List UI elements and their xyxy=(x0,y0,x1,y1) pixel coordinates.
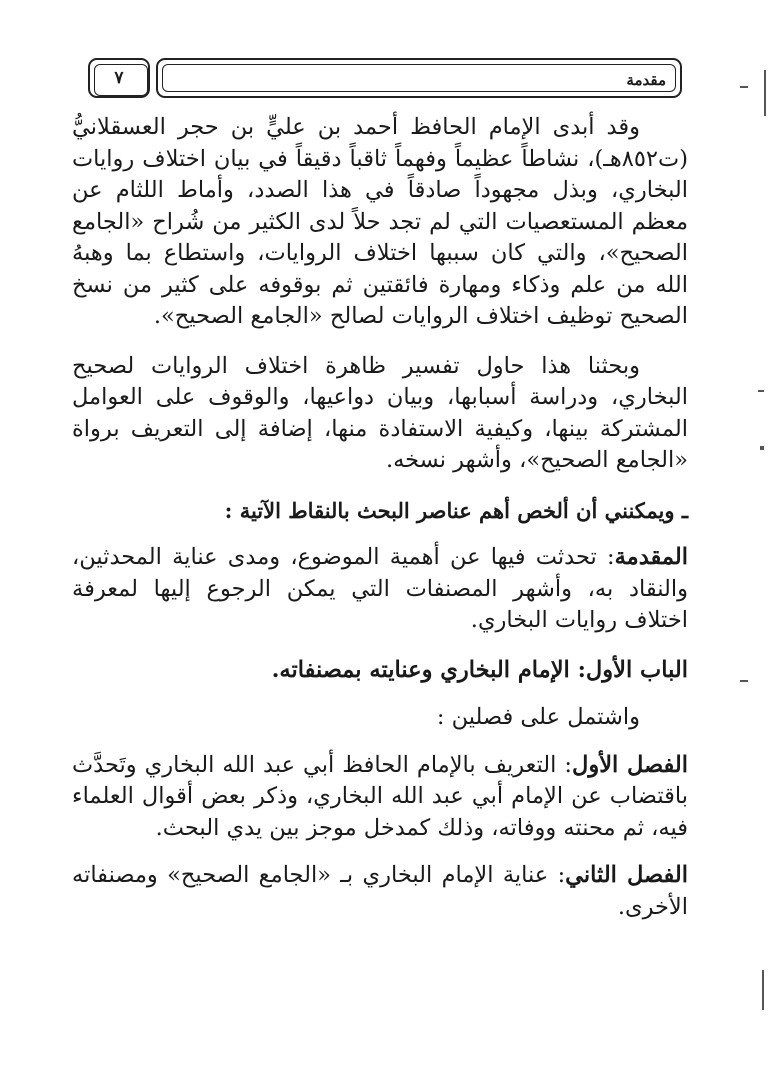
running-title-frame xyxy=(156,58,682,98)
paragraph-research-aim: وبحثنا هذا حاول تفسير ظاهرة اختلاف الروايات لصحيح البخاري، ودراسة أسبابها، وبيان دواعيها، والوقوف على العوامل المشتركة بينها، وكيفية الاستفادة منها، إضافة إلى التعريف برواة «الجامع الصحيح»، وأشهر نسخه. xyxy=(72,352,688,473)
page-body xyxy=(72,112,688,923)
section-one-label: الفصل الأول xyxy=(571,751,688,778)
introduction-label: المقدمة xyxy=(614,544,688,570)
scan-mark xyxy=(740,86,748,88)
scan-mark xyxy=(762,970,764,1010)
chapter-one-title: الباب الأول: الإمام البخاري وعنايته بمصنفاته. xyxy=(271,656,688,683)
scan-mark xyxy=(760,446,764,450)
paragraph-section-two xyxy=(72,860,688,923)
scan-mark xyxy=(764,70,766,116)
summary-heading: ـ ويمكنني أن ألخص أهم عناصر البحث بالنقاط الآتية : xyxy=(224,497,688,523)
paragraph-introduction xyxy=(72,542,688,637)
scan-mark xyxy=(740,680,748,682)
paragraph-section-one xyxy=(72,750,688,845)
scan-mark xyxy=(758,390,764,392)
introduction-text: : تحدثت فيها عن أهمية الموضوع، ومدى عناية المحدثين، والنقاد به، وأشهر المصنفات التي يمكن الرجوع إليها لمعرفة اختلاف روايات البخاري. xyxy=(72,544,688,633)
page-header xyxy=(88,58,682,98)
chapter-one-subtitle: واشتمل على فصلين : xyxy=(436,704,640,730)
section-two-label: الفصل الثاني xyxy=(565,862,688,888)
section-one-text: : التعريف بالإمام الحافظ أبي عبد الله البخاري وتَحدَّث باقتضاب عن الإمام أبي عبد الله البخاري، وذكر بعض أقوال العلماء فيه، ثم محنته ووفاته، وذلك كمدخل موجز بين يدي البحث. xyxy=(72,751,688,841)
section-two-text: : عناية الإمام البخاري بـ «الجامع الصحيح» ومصنفاته الأخرى. xyxy=(72,862,688,920)
paragraph-ibn-hajar: وقد أبدى الإمام الحافظ أحمد بن عليٍّ بن حجر العسقلانيُّ (ت٨٥٢هـ)، نشاطاً عظيماً وفهماً ثاقباً دقيقاً في بيان اختلاف روايات البخاري، وبذل مجهوداً صادقاً في هذا الصدد، وأماط اللثام عن معظم المستعصيات التي لم تجد حلاً لدى الكثير من شُراح «الجامع الصحيح»، والتي كان سببها اختلاف الروايات، واستطاع بما وهبهُ الله من علم وذكاء ومهارة فائقتين ثم بوقوفه على كثير من نسخ الصحيح توظيف اختلاف الروايات لصالح «الجامع الصحيح». xyxy=(72,114,688,329)
running-title: مقدمة xyxy=(626,71,666,89)
page-number: ٧ xyxy=(114,68,124,88)
